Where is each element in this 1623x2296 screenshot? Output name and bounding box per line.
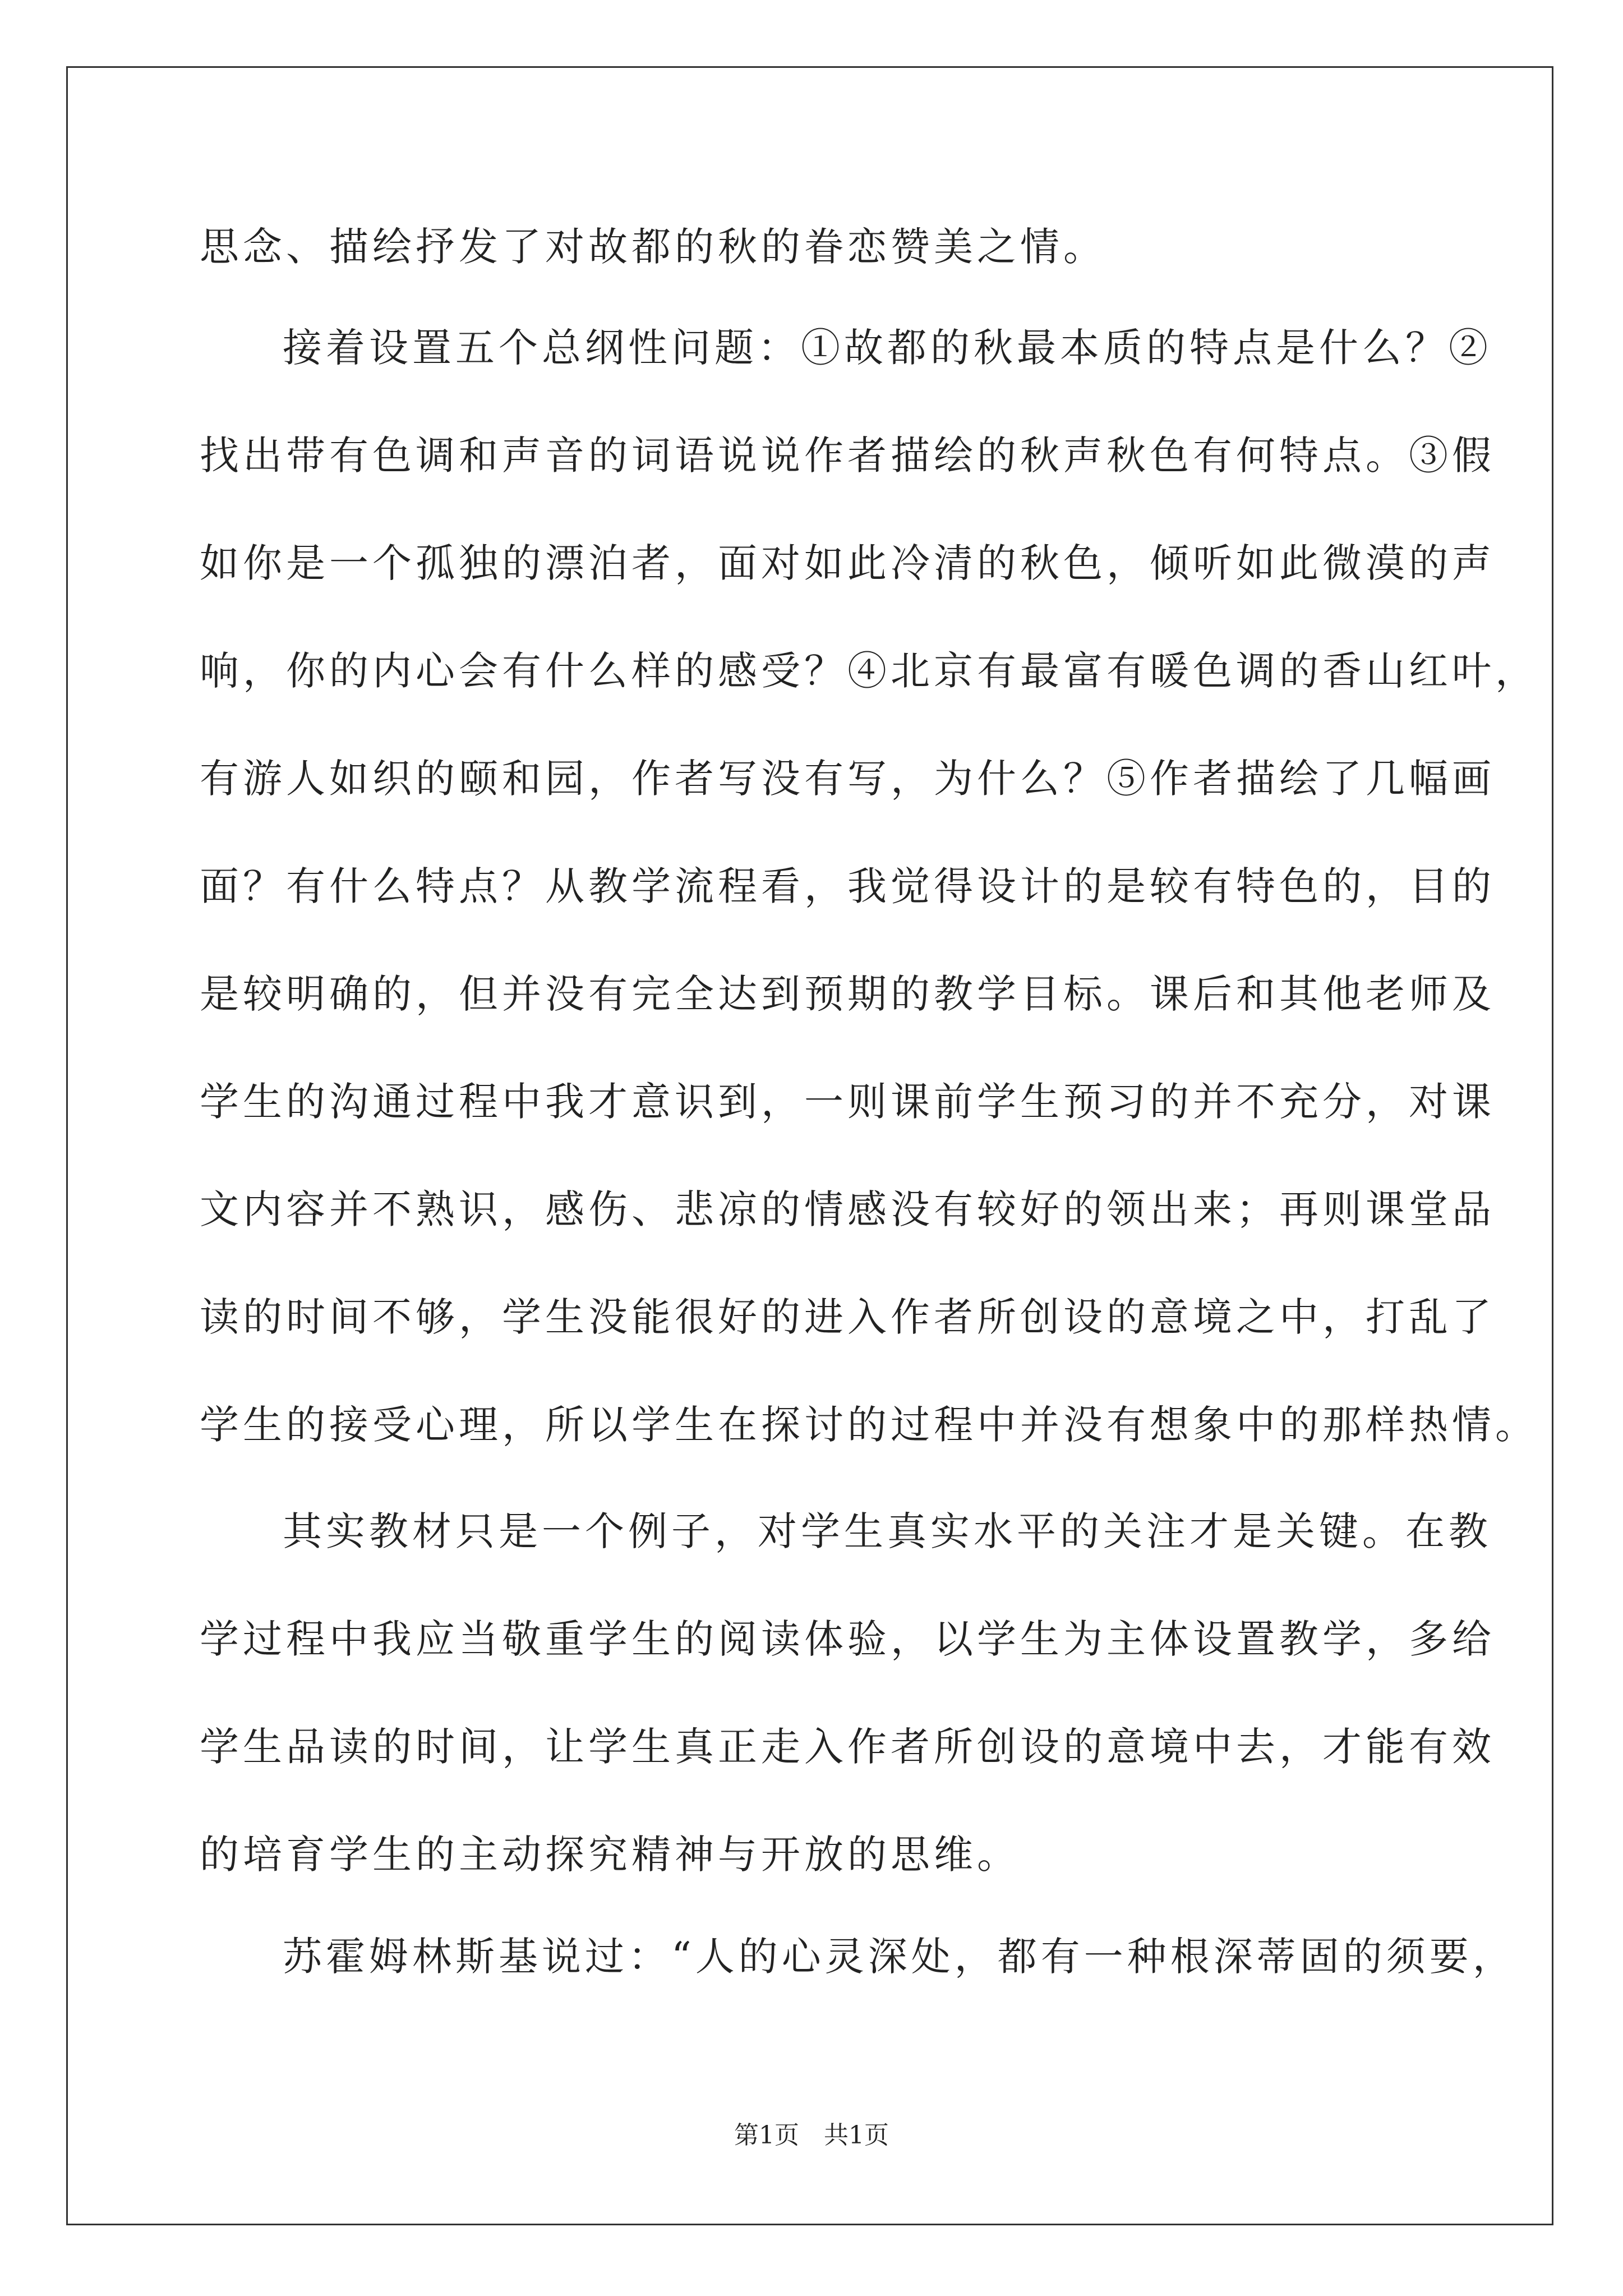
text-line: 有游人如织的颐和园，作者写没有写，为什么？⑤作者描绘了几幅画 <box>200 756 1495 802</box>
text-line: 学生的接受心理，所以学生在探讨的过程中并没有想象中的那样热情。 <box>200 1402 1538 1448</box>
text-line: 找出带有色调和声音的词语说说作者描绘的秋声秋色有何特点。③假 <box>200 432 1495 478</box>
text-line: 学生品读的时间，让学生真正走入作者所创设的意境中去，才能有效 <box>200 1724 1495 1770</box>
text-line: 读的时间不够，学生没能很好的进入作者所创设的意境之中，打乱了 <box>200 1294 1495 1340</box>
text-line: 面？有什么特点？从教学流程看，我觉得设计的是较有特色的，目的 <box>200 863 1495 909</box>
text-line: 是较明确的，但并没有完全达到预期的教学目标。课后和其他老师及 <box>200 971 1495 1017</box>
text-line: 响，你的内心会有什么样的感受？④北京有最富有暖色调的香山红叶， <box>200 648 1538 694</box>
text-line: 苏霍姆林斯基说过：“人的心灵深处，都有一种根深蒂固的须要， <box>283 1934 1516 1980</box>
text-line: 接着设置五个总纲性问题：①故都的秋最本质的特点是什么？② <box>283 325 1492 371</box>
text-line: 学过程中我应当敬重学生的阅读体验，以学生为主体设置教学，多给 <box>200 1616 1495 1662</box>
text-line: 学生的沟通过程中我才意识到，一则课前学生预习的并不充分，对课 <box>200 1079 1495 1125</box>
text-line: 文内容并不熟识，感伤、悲凉的情感没有较好的领出来；再则课堂品 <box>200 1186 1495 1232</box>
text-line: 如你是一个孤独的漂泊者，面对如此冷清的秋色，倾听如此微漠的声 <box>200 540 1495 586</box>
page-footer: 第1页 共1页 <box>734 2121 889 2150</box>
text-line: 其实教材只是一个例子，对学生真实水平的关注才是关键。在教 <box>283 1508 1492 1554</box>
page-border <box>66 66 1553 2225</box>
text-line: 的培育学生的主动探究精神与开放的思维。 <box>200 1832 1020 1878</box>
text-line: 思念、描绘抒发了对故都的秋的眷恋赞美之情。 <box>200 224 1106 270</box>
